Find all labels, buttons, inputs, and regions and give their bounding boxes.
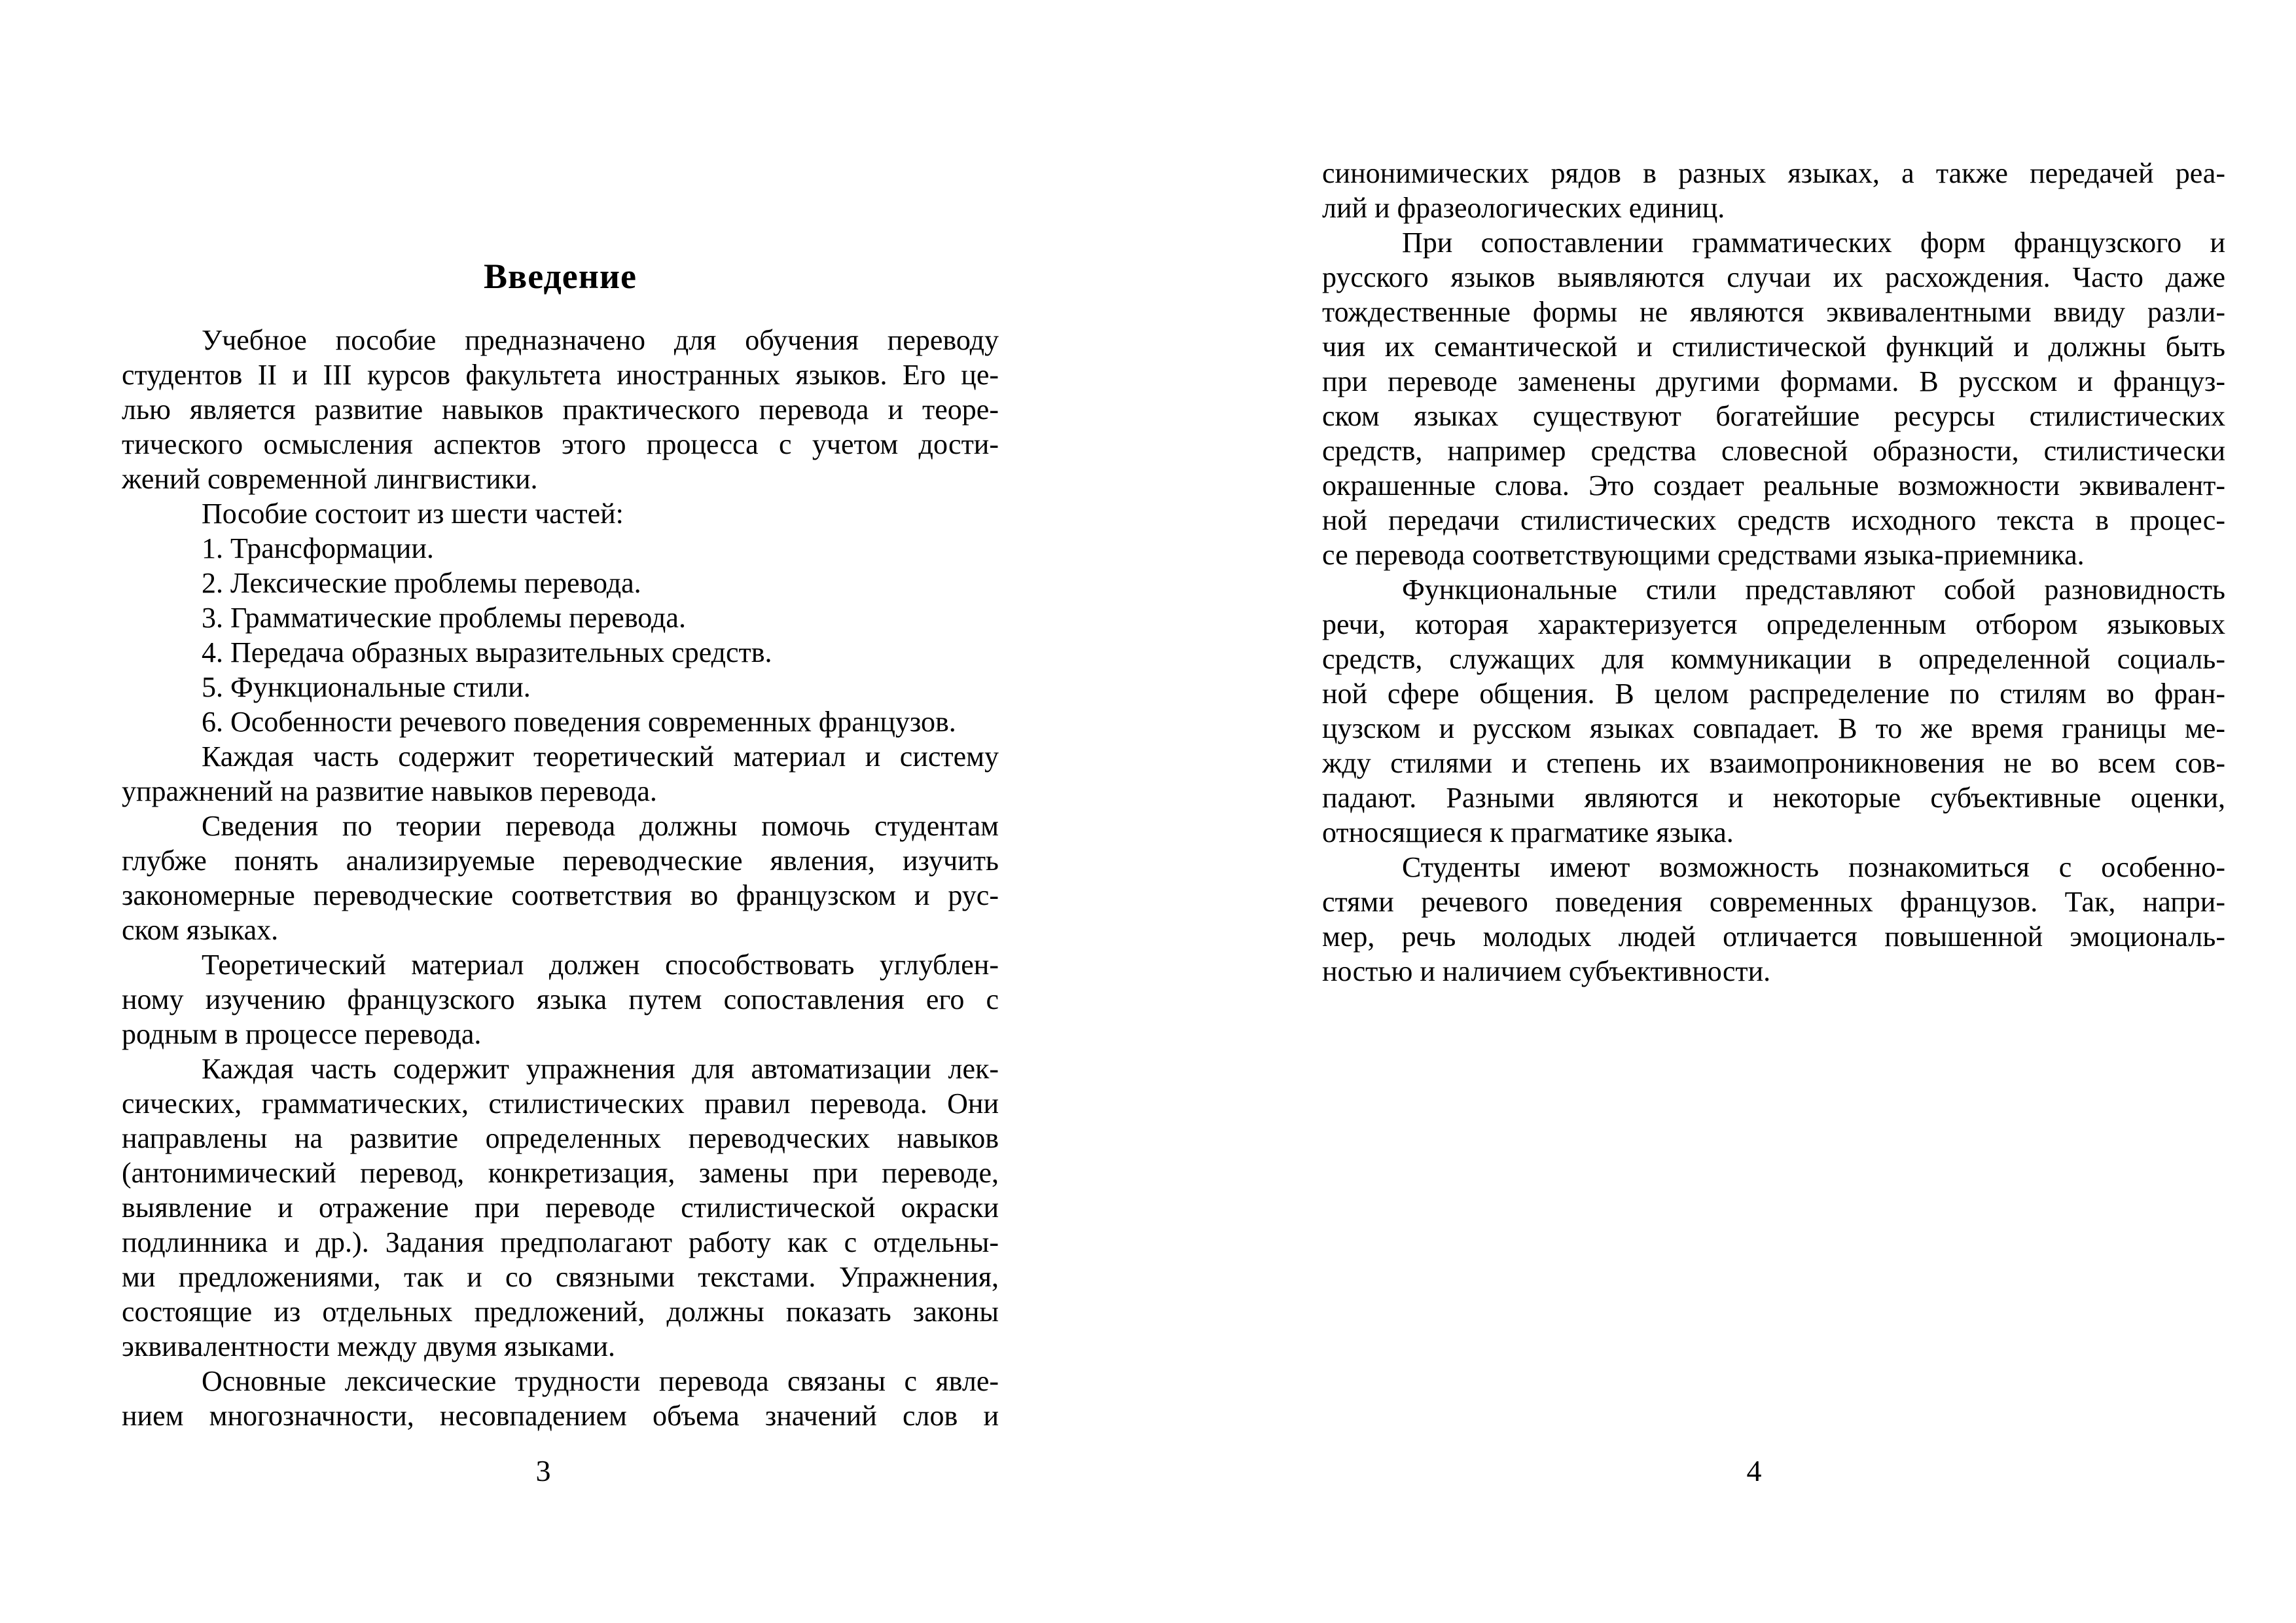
text-line: Пособие состоит из шести частей: [202, 498, 624, 530]
text-line: Функциональные стили представляют собой разновидность [1402, 574, 2225, 606]
paragraph [122, 809, 999, 947]
text-line: падают. Разными являются и некоторые субъективные оценки, [1322, 782, 2225, 814]
text-line: Основные лексические трудности перевода связаны с явле- [202, 1365, 999, 1397]
text-line: мер, речь молодых людей отличается повышенной эмоциональ- [1322, 921, 2225, 953]
text-line: сических, грамматических, стилистических правил перевода. Они [122, 1087, 999, 1120]
text-line: синонимических рядов в разных языках, а также передачей реа- [1322, 157, 2225, 189]
text-line: речи, которая характеризуется определенным отбором языковых [1322, 608, 2225, 640]
text-line: 2. Лексические проблемы перевода. [202, 567, 641, 599]
text-line: упражнений на развитие навыков перевода. [122, 775, 657, 807]
text-line: относящиеся к прагматике языка. [1322, 816, 1734, 848]
text-line: ному изучению французского языка путем сопоставления его с [122, 983, 999, 1015]
paragraph [122, 566, 999, 600]
paragraph [1322, 225, 2225, 572]
text-line: Сведения по теории перевода должны помочь студентам [202, 810, 999, 842]
text-line: 4. Передача образных выразительных средств. [202, 636, 772, 668]
paragraph [122, 739, 999, 809]
text-line: выявление и отражение при переводе стилистической окраски [122, 1192, 999, 1224]
text-line: Каждая часть содержит теоретический материал и систему [202, 740, 999, 773]
paragraph [1322, 850, 2225, 989]
text-line: Учебное пособие предназначено для обучения переводу [202, 324, 999, 356]
text-line: средств, например средства словесной образности, стилистически [1322, 435, 2225, 467]
text-line: средств, служащих для коммуникации в определенной социаль- [1322, 643, 2225, 675]
paragraph [122, 1364, 999, 1433]
paragraph [122, 704, 999, 739]
text-line: тождественные формы не являются эквивалентными ввиду разли- [1322, 296, 2225, 328]
paragraph [122, 531, 999, 566]
text-line: цузском и русском языках совпадает. В то же время границы ме- [1322, 712, 2225, 744]
text-line: лью является развитие навыков практического перевода и теоре- [122, 393, 999, 426]
page-number-right: 4 [1746, 1454, 1762, 1487]
text-line: чия их семантической и стилистической функций и должны быть [1322, 331, 2225, 363]
text-line: 6. Особенности речевого поведения современных французов. [202, 706, 956, 738]
text-line: нием многозначности, несовпадением объема значений слов и [122, 1400, 999, 1432]
page-number-left: 3 [535, 1454, 551, 1487]
paragraph [122, 323, 999, 496]
paragraph [1322, 156, 2225, 225]
text-line: закономерные переводческие соответствия во французском и рус- [122, 879, 999, 911]
text-line: русского языков выявляются случаи их расхождения. Часто даже [1322, 261, 2225, 293]
text-line: ной сфере общения. В целом распределение по стилям во фран- [1322, 678, 2225, 710]
text-line: жду стилями и степень их взаимопроникновения не во всем сов- [1322, 747, 2225, 779]
text-line: ностью и наличием субъективности. [1322, 955, 1771, 987]
paragraph [122, 670, 999, 704]
text-line: студентов II и III курсов факультета иностранных языков. Его це- [122, 359, 999, 391]
text-line: 5. Функциональные стили. [202, 671, 531, 703]
paragraph [122, 947, 999, 1051]
text-line: тического осмысления аспектов этого процесса с учетом дости- [122, 428, 999, 460]
text-line: 1. Трансформации. [202, 532, 434, 564]
paragraph [122, 496, 999, 531]
text-line: лий и фразеологических единиц. [1322, 192, 1725, 224]
text-line: эквивалентности между двумя языками. [122, 1330, 616, 1362]
paragraph [122, 1051, 999, 1364]
text-line: (антонимический перевод, конкретизация, замены при переводе, [122, 1157, 999, 1189]
text-line: подлинника и др.). Задания предполагают работу как с отдельны- [122, 1226, 999, 1258]
chapter-heading: Введение [484, 257, 637, 296]
text-line: ми предложениями, так и со связными текстами. Упражнения, [122, 1261, 999, 1293]
text-line: 3. Грамматические проблемы перевода. [202, 602, 686, 634]
text-line: се перевода соответствующими средствами языка-приемника. [1322, 539, 2085, 571]
text-line: глубже понять анализируемые переводческие явления, изучить [122, 845, 999, 877]
text-line: Теоретический материал должен способствовать углублен- [202, 949, 999, 981]
text-line: При сопоставлении грамматических форм французского и [1402, 227, 2225, 259]
text-line: Студенты имеют возможность познакомиться с особенно- [1402, 851, 2225, 883]
text-line: жений современной лингвистики. [122, 463, 538, 495]
page-3-body [122, 323, 999, 1433]
page-4 [1322, 156, 2225, 989]
text-line: окрашенные слова. Это создает реальные возможности эквивалент- [1322, 469, 2225, 501]
text-line: направлены на развитие определенных переводческих навыков [122, 1122, 999, 1154]
text-line: ной передачи стилистических средств исходного текста в процес- [1322, 504, 2225, 536]
paragraph [122, 635, 999, 670]
text-line: при переводе заменены другими формами. В русском и француз- [1322, 365, 2225, 397]
page-4-body [1322, 156, 2225, 989]
page-3 [122, 257, 999, 1433]
text-line: ском языках существуют богатейшие ресурсы стилистических [1322, 400, 2225, 432]
text-line: Каждая часть содержит упражнения для автоматизации лек- [202, 1053, 999, 1085]
paragraph [1322, 572, 2225, 850]
text-line: ском языках. [122, 914, 279, 946]
paragraph [122, 600, 999, 635]
text-line: состоящие из отдельных предложений, должны показать законы [122, 1296, 999, 1328]
text-line: стями речевого поведения современных французов. Так, напри- [1322, 886, 2225, 918]
text-line: родным в процессе перевода. [122, 1018, 482, 1050]
